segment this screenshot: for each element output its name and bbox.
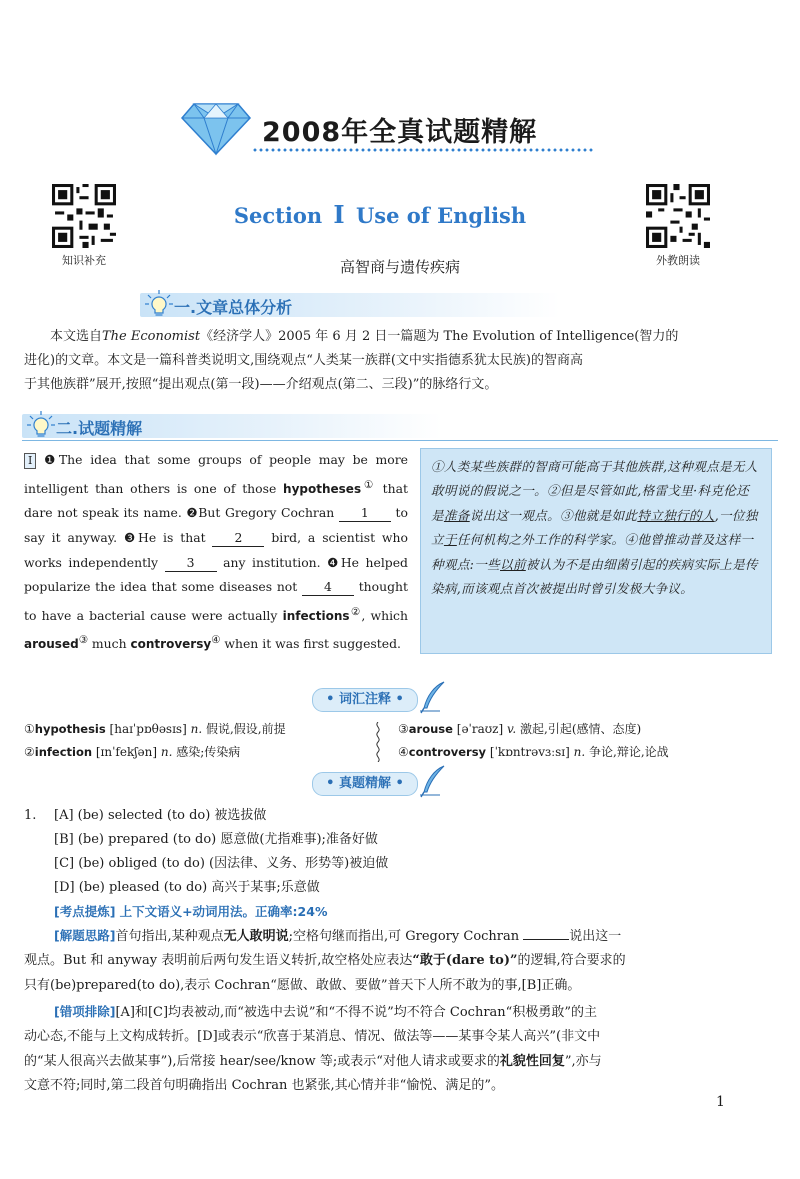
quill-icon <box>418 764 448 798</box>
qr-code-icon <box>52 184 116 248</box>
error-tag: [错项排除] <box>54 1004 116 1019</box>
vocab-item-4: ④controversy [ˈkɒntrəvɜːsɪ] n. 争论,辩论,论战 <box>398 745 669 759</box>
quill-icon <box>418 680 448 714</box>
para-number: Ⅰ <box>24 453 36 469</box>
term-aroused: aroused <box>24 637 79 652</box>
vocab-item-3: ③arouse [əˈraʊz] v. 激起,引起(感情、态度) <box>398 722 642 736</box>
lightbulb-icon <box>26 410 56 440</box>
blank-2[interactable]: 2 <box>212 530 264 547</box>
blank-1[interactable]: 1 <box>339 505 391 522</box>
blank-3[interactable]: 3 <box>165 555 217 572</box>
overview-paragraph: 本文选自The Economist《经济学人》2005 年 6 月 2 日一篇题为 The Evolution of Intelligence(智力的 进化)的文章。本文是一篇科普类说明文,围绕观点“人类某一族群(文中实指德系犹太民族)的智商高 于其他族群”展开,按照“提出观点(第一段)——介绍观点(第二、三段)”的脉络行文。 <box>24 329 679 392</box>
section-title <box>200 200 560 229</box>
passage-paragraph: Ⅰ ❶The idea that some groups of people may be more intelligent than others is one of those hypotheses① that dare not speak its name. ❷But Gregory Cochran 1 to say it anyway. ❸He is that 2 bird, a scientist who works independently 3 any institution. ❹He helped popularize the idea that some diseases not 4 thought to have a bacterial cause were actually infections②, which aroused③ much controversy④ when it was first suggested. <box>24 452 408 652</box>
term-hypotheses: hypotheses <box>283 481 362 496</box>
page-title: 2008年全真试题精解 <box>262 117 538 148</box>
source-name: The Economist <box>102 329 201 344</box>
keyword-of: 于 <box>443 532 457 548</box>
keyword-prepared: 准备 <box>443 507 470 523</box>
term-controversy: controversy <box>130 637 212 652</box>
qr-left[interactable] <box>44 184 124 268</box>
term-infections: infections <box>282 608 350 623</box>
section-roman: Ⅰ <box>333 200 345 229</box>
part2-heading-text: 二.试题精解 <box>56 419 143 438</box>
blank-4[interactable]: 4 <box>302 579 354 596</box>
key-point <box>54 900 327 925</box>
questions-pill: • 真题精解 • <box>312 772 418 796</box>
qr-code-icon <box>646 184 710 248</box>
key-point-text: 上下文语义+动词用法。正确率:24% <box>119 904 328 919</box>
vocab-pill: • 词汇注释 • <box>312 688 418 712</box>
page-number: 1 <box>716 1094 725 1110</box>
key-point-tag: [考点提炼] <box>54 904 116 919</box>
section-prefix: Section <box>233 203 323 228</box>
page-title-block <box>180 98 620 162</box>
qr-right-label: 外教朗读 <box>656 254 700 267</box>
section-subtitle: 高智商与遗传疾病 <box>339 258 460 276</box>
vocab-item-1: ①hypothesis [haɪˈpɒθəsɪs] n. 假说,假设,前提 <box>24 722 286 736</box>
option-d[interactable]: [D] (be) pleased (to do) 高兴于某事;乐意做 <box>54 880 320 895</box>
vocab-divider <box>374 722 382 762</box>
inline-blank <box>523 939 569 940</box>
question-number: 1. <box>24 808 37 823</box>
keyword-that: 特立独行的人 <box>637 507 715 523</box>
option-b[interactable]: [B] (be) prepared (to do) 愿意做(尤指难事);准备好做 <box>54 832 378 847</box>
option-c[interactable]: [C] (be) obliged (to do) (因法律、义务、形势等)被迫做 <box>54 856 389 871</box>
section-name: Use of English <box>355 203 527 228</box>
qr-right[interactable] <box>638 184 718 268</box>
part2-heading <box>22 414 442 438</box>
heading-rule <box>22 440 778 441</box>
option-a[interactable]: [A] (be) selected (to do) 被选拔做 <box>54 808 267 823</box>
part1-heading-text: 一.文章总体分析 <box>174 298 293 317</box>
solution-analysis: [解题思路]首句指出,某种观点无人敢明说;空格句继而指出,可 Gregory Cochran 说出这一 观点。But 和 anyway 表明前后两句发生语义转折,故空格处应表达“敢于(dare to)”的逻辑,符合要求的 只有(be)prepared(to do),表示 Cochran“愿做、敢做、要做”普天下人所不敢为的事,[B]正确。 <box>24 928 626 993</box>
lightbulb-icon <box>144 289 174 319</box>
vocab-item-2: ②infection [ɪnˈfekʃən] n. 感染;传染病 <box>24 745 241 759</box>
solution-tag: [解题思路] <box>54 928 116 943</box>
diamond-icon <box>180 98 252 156</box>
title-dotted-rule <box>252 148 594 152</box>
qr-left-label: 知识补充 <box>62 254 106 267</box>
translation-box: ①人类某些族群的智商可能高于其他族群,这种观点是无人敢明说的假说之一。②但是尽管如此,格雷戈里·科克伦还是准备说出这一观点。③他就是如此特立独行的人,一位独立于任何机构之外工作的科学家。④他曾推动普及这样一种观点:一些以前被认为不是由细菌引起的疾病实际上是传染病,而该观点首次被提出时曾引发极大争议。 <box>420 448 772 654</box>
keyword-previously: 以前 <box>500 556 526 572</box>
part1-heading <box>140 293 560 317</box>
error-elimination: [错项排除][A]和[C]均表被动,而“被选中去说”和“不得不说”均不符合 Cochran“积极勇敢”的主 动心态,不能与上文构成转折。[D]或表示“欣喜于某消息、情况、做法等——某事令某人高兴”(非文中 的“某人很高兴去做某事”),后常接 hear/see/know 等;或表示“对他人请求或要求的礼貌性回复”,亦与 文意不符;同时,第二段首句明确指出 Cochran 也紧张,其心情并非“愉悦、满足的”。 <box>24 1004 602 1094</box>
